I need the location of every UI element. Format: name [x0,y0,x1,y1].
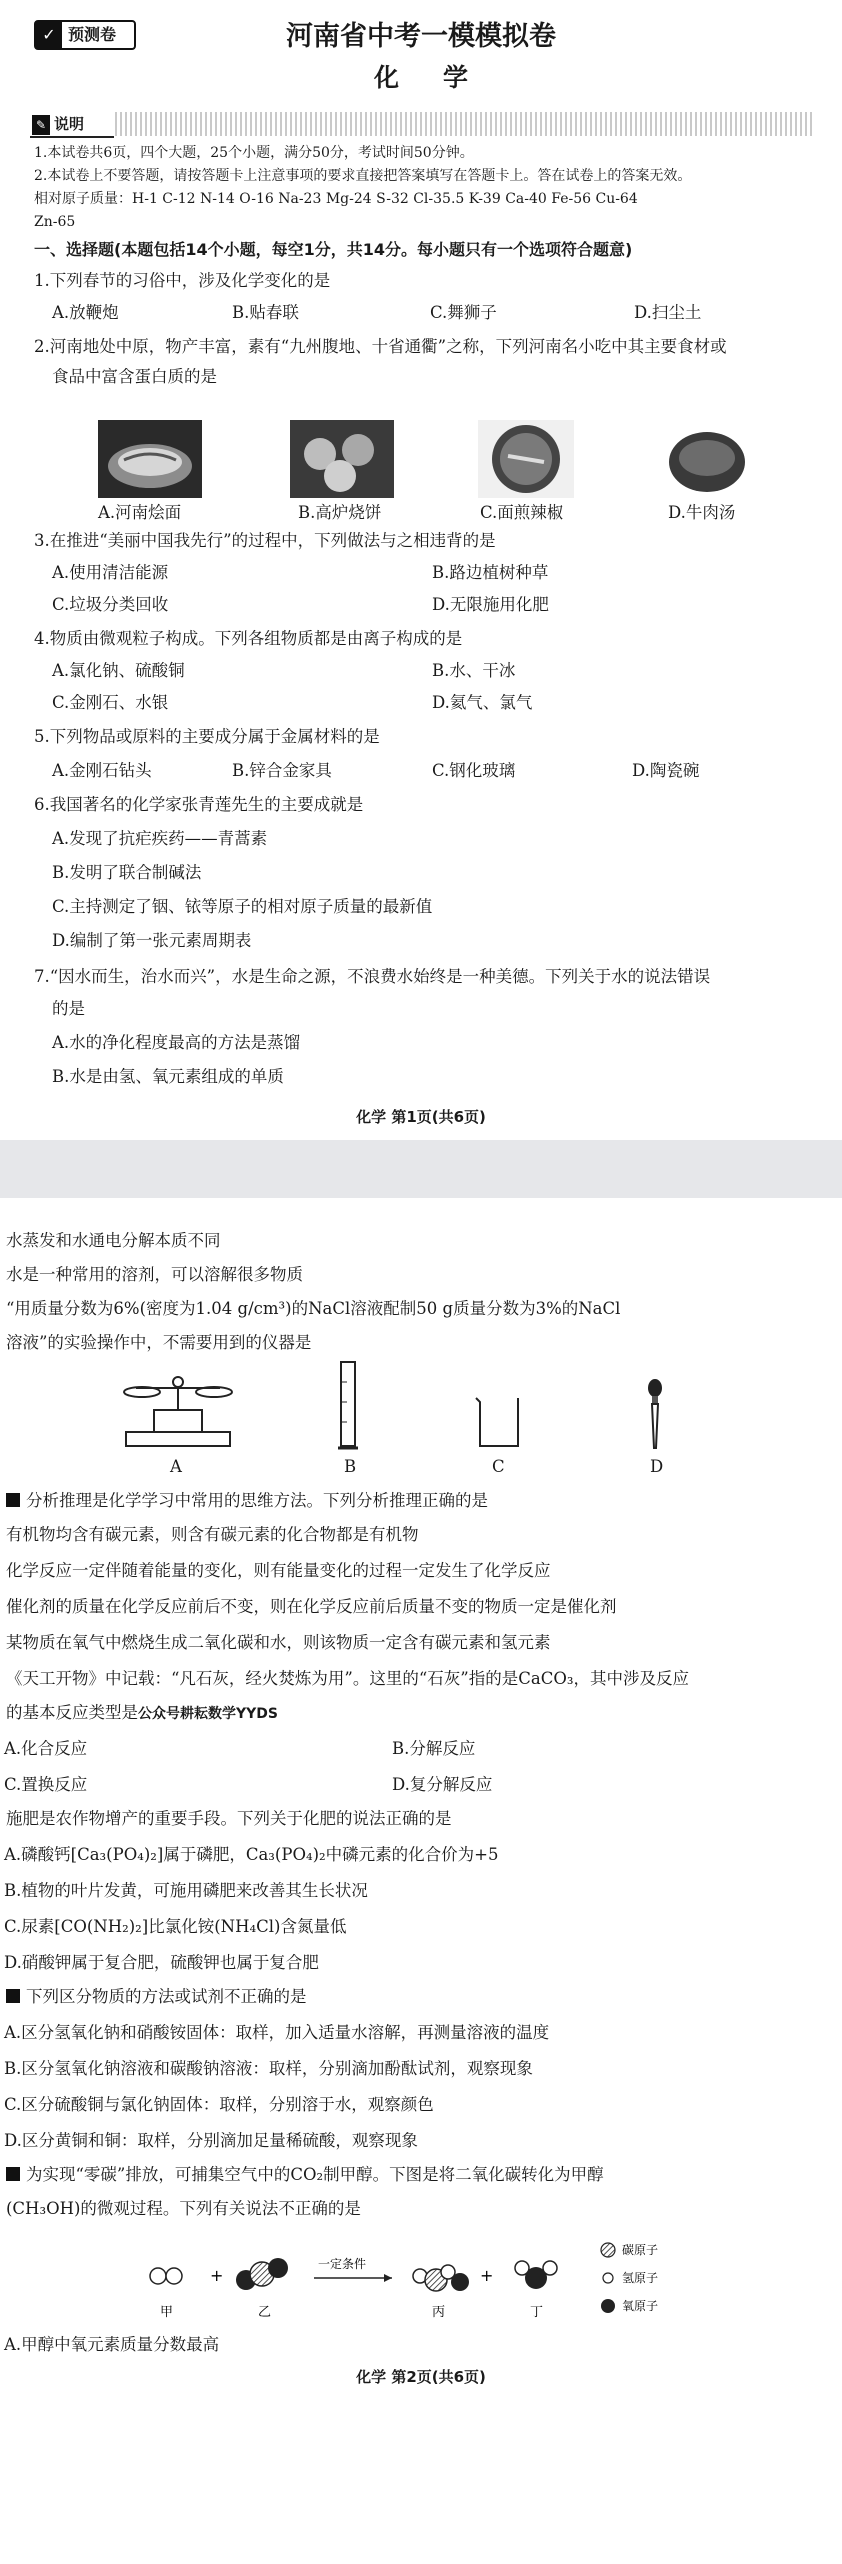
q4-option-b: B.水、干冰 [432,661,516,680]
q5-option-d: D.陶瓷碗 [632,761,700,780]
legend-hydrogen-icon [603,2273,613,2283]
question-number-icon [6,1989,20,2003]
q1-option-c: C.舞狮子 [430,303,497,322]
note-1: 1.本试卷共6页，四个大题，25个小题，满分50分，考试时间50分钟。 [34,145,474,161]
exam-subject: 化学 [373,63,512,92]
label-yi: 乙 [258,2305,272,2320]
instrument-dropper [644,1378,666,1454]
reaction-condition: 一定条件 [318,2257,367,2271]
page-2-footer: 化学 第2页(共6页) [356,2368,486,2386]
q5-option-b: B.锌合金家具 [232,761,332,780]
q6-option-d: D.编制了第一张元素周期表 [52,931,252,950]
instrument-label-b: B [344,1457,357,1476]
label-ding: 丁 [530,2305,544,2320]
label-bing: 丙 [432,2305,446,2320]
q12-option-d: D.区分黄铜和铜：取样，分别滴加足量稀硫酸，观察现象 [4,2131,418,2150]
label-jia: 甲 [160,2305,174,2320]
page-1-footer: 化学 第1页(共6页) [356,1108,486,1126]
instrument-balance [118,1370,238,1450]
instrument-measuring-cylinder [336,1358,360,1454]
q10-option-b: B.分解反应 [392,1739,476,1758]
q1-stem: 1.下列春节的习俗中，涉及化学变化的是 [34,271,331,290]
legend-oxygen-icon [601,2299,615,2313]
q5-option-c: C.钢化玻璃 [432,761,516,780]
q7-option-b: B.水是由氢、氧元素组成的单质 [52,1067,284,1086]
q9-option-c: 催化剂的质量在化学反应前后不变，则在化学反应前后质量不变的物质一定是催化剂 [6,1597,617,1616]
q7-stem-1: 7.“因水而生，治水而兴”，水是生命之源，不浪费水始终是一种美德。下列关于水的说法错误 [34,967,711,986]
q11-stem: 施肥是农作物增产的重要手段。下列关于化肥的说法正确的是 [6,1809,452,1828]
q8-stem-2: 溶液”的实验操作中，不需要用到的仪器是 [6,1333,312,1352]
page-1 [0,0,842,1140]
legend-carbon-icon [601,2243,615,2257]
svg-text:+: + [480,2266,494,2285]
q9-option-b: 化学反应一定伴随着能量的变化，则有能量变化的过程一定发生了化学反应 [6,1561,551,1580]
instrument-label-d: D [650,1457,664,1476]
q2-option-d: D.牛肉汤 [668,503,736,522]
q5-option-a: A.金刚石钻头 [52,761,152,780]
q9-option-a: 有机物均含有碳元素，则含有碳元素的化合物都是有机物 [6,1525,419,1544]
q12-option-b: B.区分氢氧化钠溶液和碳酸钠溶液：取样，分别滴加酚酞试剂，观察现象 [4,2059,533,2078]
q8-stem-1: “用质量分数为6%(密度为1.04 g/cm³)的NaCl溶液配制50 g质量分数为3%的NaCl [6,1299,621,1318]
q12-stem: 下列区分物质的方法或试剂不正确的是 [6,1986,307,2008]
q3-option-c: C.垃圾分类回收 [52,595,169,614]
q2-stem-1: 2.河南地处中原，物产丰富，素有“九州腹地、十省通衢”之称，下列河南名小吃中其主要食材或 [34,337,727,356]
q13-stem-2: (CH₃OH)的微观过程。下列有关说法不正确的是 [6,2199,361,2218]
instrument-beaker [470,1394,526,1452]
q9-option-d: 某物质在氧气中燃烧生成二氧化碳和水，则该物质一定含有碳元素和氢元素 [6,1633,551,1652]
q11-option-d: D.硝酸钾属于复合肥，硫酸钾也属于复合肥 [4,1953,319,1972]
q6-option-a: A.发现了抗疟疾药——青蒿素 [52,829,268,848]
q4-stem: 4.物质由微观粒子构成。下列各组物质都是由离子构成的是 [34,629,463,648]
q9-stem: 分析推理是化学学习中常用的思维方法。下列分析推理正确的是 [6,1490,488,1512]
q10-option-a: A.化合反应 [4,1739,88,1758]
q6-option-c: C.主持测定了铟、铱等原子的相对原子质量的最新值 [52,897,433,916]
food-photo-lajiao [478,420,574,498]
svg-text:+: + [210,2266,224,2285]
note-3: 相对原子质量：H-1 C-12 N-14 O-16 Na-23 Mg-24 S-32 Cl-35.5 K-39 Ca-40 Fe-56 Cu-64 [34,191,638,207]
q10-stem-2: 的基本反应类型是公众号耕耘数学YYDS [6,1703,278,1722]
notice-band [30,112,814,136]
question-number-icon [6,2167,20,2181]
q2-option-c: C.面煎辣椒 [480,503,564,522]
q10-option-d: D.复分解反应 [392,1775,493,1794]
food-photo-niuroutang [664,420,750,498]
q3-option-d: D.无限施用化肥 [432,595,549,614]
q12-option-a: A.区分氢氧化钠和硝酸铵固体：取样，加入适量水溶解，再测量溶液的温度 [4,2023,550,2042]
q10-option-c: C.置换反应 [4,1775,88,1794]
q6-stem: 6.我国著名的化学家张青莲先生的主要成就是 [34,795,364,814]
q5-stem: 5.下列物品或原料的主要成分属于金属材料的是 [34,727,380,746]
q7-stem-2: 的是 [52,999,85,1018]
q11-option-c: C.尿素[CO(NH₂)₂]比氯化铵(NH₄Cl)含氮量低 [4,1917,347,1936]
q7-option-d: 水是一种常用的溶剂，可以溶解很多物质 [6,1265,303,1284]
co2-methanol-diagram [130,2236,690,2324]
q13-option-a: A.甲醇中氧元素质量分数最高 [4,2335,220,2354]
q3-stem: 3.在推进“美丽中国我先行”的过程中，下列做法与之相违背的是 [34,531,496,550]
q11-option-a: A.磷酸钙[Ca₃(PO₄)₂]属于磷肥，Ca₃(PO₄)₂中磷元素的化合价为+5 [4,1845,499,1864]
note-4: Zn-65 [34,214,76,230]
legend-carbon-label: 碳原子 [622,2243,659,2257]
note-2: 2.本试卷上不要答题，请按答题卡上注意事项的要求直接把答案填写在答题卡上。答在试卷上的答案无效。 [34,168,692,184]
q2-stem-2: 食品中富含蛋白质的是 [52,367,217,386]
notice-label: ✎ 说明 [30,112,114,138]
q7-option-a: A.水的净化程度最高的方法是蒸馏 [52,1033,301,1052]
q3-option-b: B.路边植树种草 [432,563,549,582]
q4-option-a: A.氯化钠、硫酸铜 [52,661,185,680]
instrument-label-a: A [170,1457,182,1476]
q7-option-c: 水蒸发和水通电分解本质不同 [6,1231,221,1250]
q2-option-b: B.高炉烧饼 [298,503,382,522]
q1-option-a: A.放鞭炮 [52,303,119,322]
q4-option-d: D.氦气、氯气 [432,693,533,712]
food-photo-huimian [98,420,202,498]
instrument-label-c: C [492,1457,505,1476]
q4-option-c: C.金刚石、水银 [52,693,169,712]
q6-option-b: B.发明了联合制碱法 [52,863,202,882]
page-2 [0,1198,842,2564]
legend-hydrogen-label: 氢原子 [622,2271,659,2285]
q1-option-b: B.贴春联 [232,303,299,322]
legend-oxygen-label: 氧原子 [622,2299,659,2313]
section-title: 一、选择题(本题包括14个小题，每空1分，共14分。每小题只有一个选项符合题意) [34,240,633,259]
q1-option-d: D.扫尘土 [634,303,702,322]
notice-icon: ✎ [32,115,50,135]
watermark-text: 公众号耕耘数学YYDS [138,1706,278,1722]
q13-stem-1: 为实现“零碳”排放，可捕集空气中的CO₂制甲醇。下图是将二氧化碳转化为甲醇 [6,2164,604,2186]
q12-option-c: C.区分硫酸铜与氯化钠固体：取样，分别溶于水，观察颜色 [4,2095,434,2114]
food-photo-shaobing [290,420,394,498]
exam-badge: ✓ 预测卷 [34,20,136,50]
forecast-icon: ✓ [36,22,62,48]
q11-option-b: B.植物的叶片发黄，可施用磷肥来改善其生长状况 [4,1881,368,1900]
q2-option-a: A.河南烩面 [98,503,182,522]
q10-stem-1: 《天工开物》中记载：“凡石灰，经火焚炼为用”。这里的“石灰”指的是CaCO₃，其中涉及反应 [6,1669,689,1688]
question-number-icon [6,1493,20,1507]
q3-option-a: A.使用清洁能源 [52,563,169,582]
exam-title: 河南省中考一模模拟卷 [286,21,556,52]
